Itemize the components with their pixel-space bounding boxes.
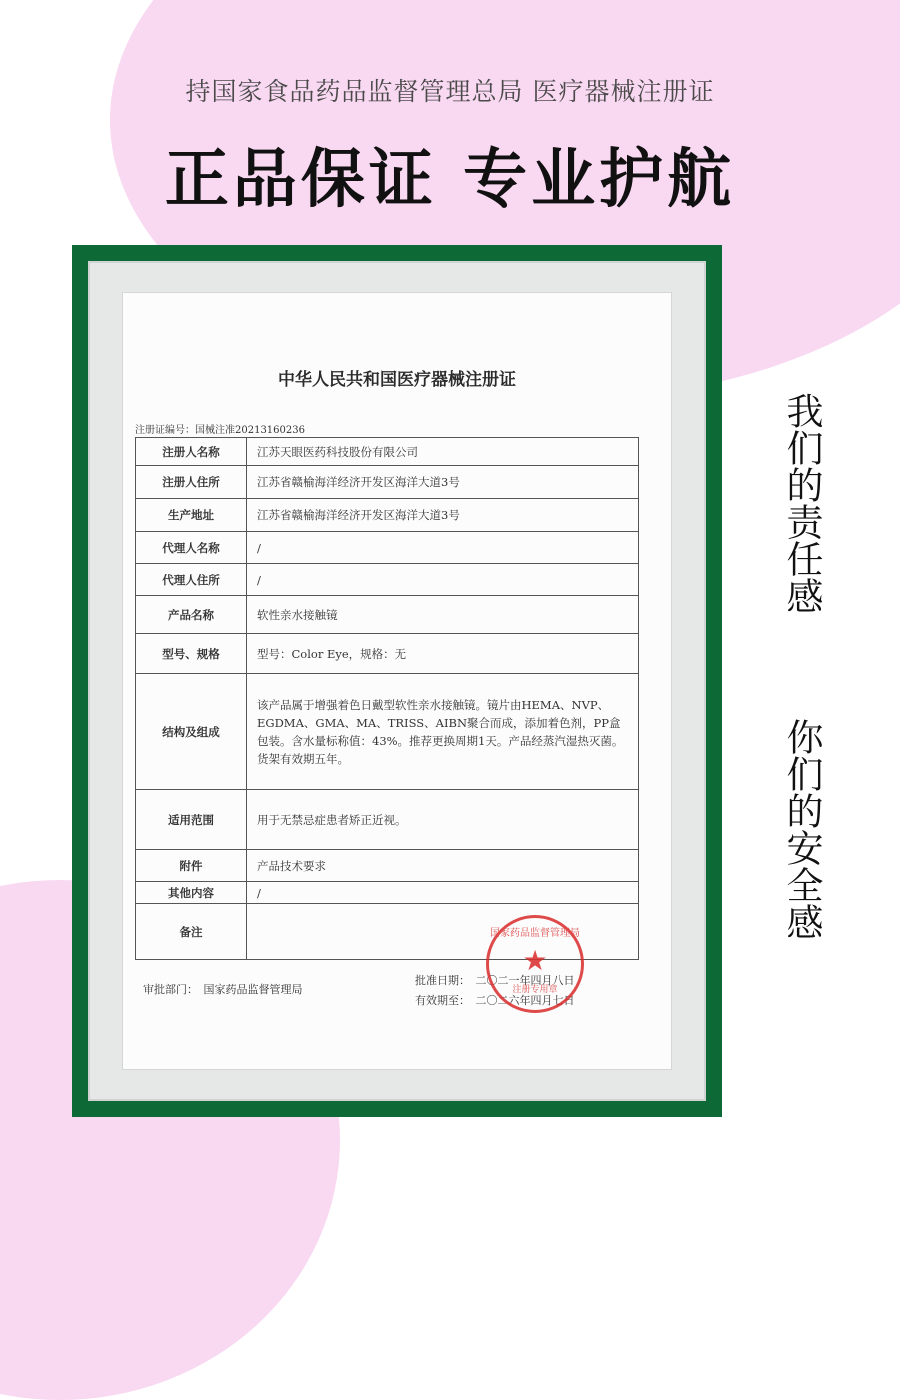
row-value: 用于无禁忌症患者矫正近视。: [247, 790, 639, 850]
row-value: 该产品属于增强着色日戴型软性亲水接触镜。镜片由HEMA、NVP、EGDMA、GMA、MA、TRISS、AIBN聚合而成，添加着色剂，PP盒包装。含水量标称值：43%。推荐更换周期1天。产品经蒸汽湿热灭菌。货架有效期五年。: [247, 674, 639, 790]
row-label: 备注: [136, 904, 247, 960]
certificate-paper: [123, 293, 671, 1069]
row-value: 江苏天眼医药科技股份有限公司: [247, 438, 639, 466]
seal-star-icon: ★: [522, 944, 548, 977]
seal-arc-text: 国家药品监督管理局: [490, 928, 580, 939]
row-value: 软性亲水接触镜: [247, 596, 639, 634]
row-value: 江苏省赣榆海洋经济开发区海洋大道3号: [247, 466, 639, 499]
row-label: 代理人名称: [136, 532, 247, 564]
table-row: [136, 438, 639, 466]
table-row: [136, 882, 639, 904]
certificate-title: 中华人民共和国医疗器械注册证: [278, 370, 516, 390]
official-seal: [486, 915, 584, 1013]
approval-date: 批准日期： 二〇二一年四月八日: [415, 974, 575, 987]
row-label: 注册人名称: [136, 438, 247, 466]
row-label: 结构及组成: [136, 674, 247, 790]
row-label: 附件: [136, 850, 247, 882]
table-row: [136, 790, 639, 850]
row-value: /: [247, 882, 639, 904]
row-label: 注册人住所: [136, 466, 247, 499]
headline: 正品保证 专业护航: [164, 143, 736, 217]
row-value: 江苏省赣榆海洋经济开发区海洋大道3号: [247, 499, 639, 532]
row-label: 代理人住所: [136, 564, 247, 596]
table-row: [136, 564, 639, 596]
row-label: 其他内容: [136, 882, 247, 904]
row-value: 型号：Color Eye，规格：无: [247, 634, 639, 674]
row-value: /: [247, 564, 639, 596]
table-row: [136, 499, 639, 532]
table-row: [136, 532, 639, 564]
seal-use-text: 注册专用章: [512, 985, 558, 995]
table-row: [136, 466, 639, 499]
subtitle: 持国家食品药品监督管理总局 医疗器械注册证: [185, 77, 715, 106]
row-label: 适用范围: [136, 790, 247, 850]
row-value: 产品技术要求: [247, 850, 639, 882]
row-label: 型号、规格: [136, 634, 247, 674]
row-label: 生产地址: [136, 499, 247, 532]
side-text-line-1: 我们的责任感: [780, 392, 823, 614]
row-value: /: [247, 532, 639, 564]
table-row: [136, 634, 639, 674]
certificate-frame: [72, 245, 722, 1117]
table-row: [136, 596, 639, 634]
registration-number: 注册证编号：国械注准20213160236: [135, 425, 305, 436]
table-row: [136, 850, 639, 882]
table-row: [136, 674, 639, 790]
expiry-date: 有效期至： 二〇二六年四月七日: [415, 994, 575, 1007]
frame-mat: [88, 261, 706, 1101]
certificate-table: [135, 437, 639, 960]
approval-department: 审批部门： 国家药品监督管理局: [143, 983, 303, 996]
side-text-line-2: 你们的安全感: [780, 718, 823, 940]
row-label: 产品名称: [136, 596, 247, 634]
